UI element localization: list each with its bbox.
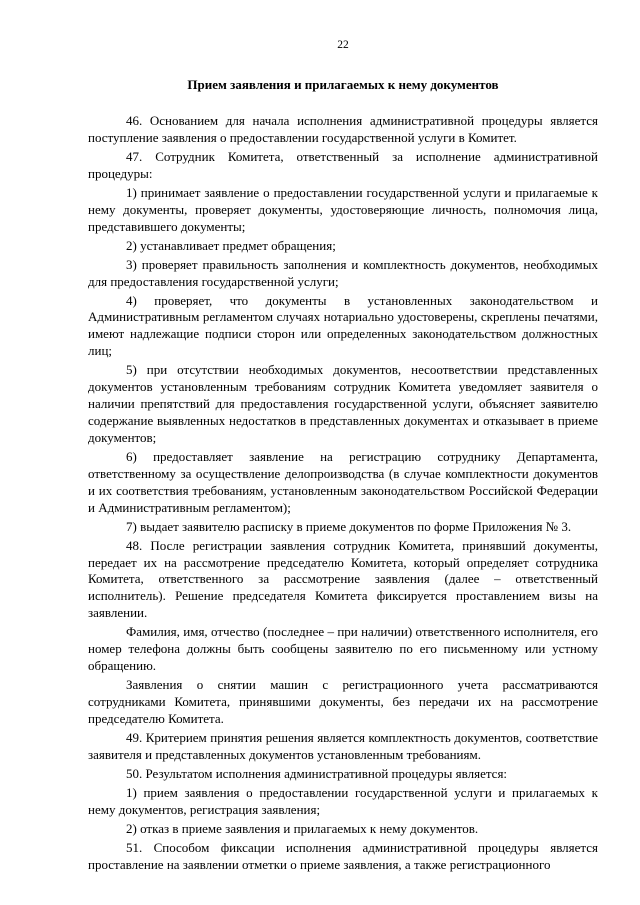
paragraph: 6) предоставляет заявление на регистрацию сотруднику Департамента, ответственному за осуществление делопроизводства (в случае комплектности документов и их соответствия требованиям, установленным законодательством Российской Федерации и Административным регламентом);: [88, 448, 598, 515]
paragraph: 1) прием заявления о предоставлении государственной услуги и прилагаемых к нему документов, регистрация заявления;: [88, 784, 598, 817]
paragraph: 1) принимает заявление о предоставлении государственной услуги и прилагаемые к нему документы, проверяет документы, удостоверяющие личность, полномочия лица, представившего документы;: [88, 184, 598, 234]
paragraph: Фамилия, имя, отчество (последнее – при наличии) ответственного исполнителя, его номер телефона должны быть сообщены заявителю по его письменному или устному обращению.: [88, 624, 598, 674]
paragraph: 7) выдает заявителю расписку в приеме документов по форме Приложения № 3.: [126, 518, 572, 534]
paragraph: Заявления о снятии машин с регистрационного учета рассматриваются сотрудниками Комитета, принявшими документы, без передачи их на рассмотрение председателю Комитета.: [88, 677, 598, 726]
paragraph: 48. После регистрации заявления сотрудник Комитета, принявший документы, передает их на рассмотрение председателю Комитета, который определяет сотрудника Комитета, ответственного за рассмотрение заявления (далее – ответственный исполнитель). Решение председателя Комитета фиксируется проставлением визы на заявлении.: [88, 537, 598, 621]
paragraph: 4) проверяет, что документы в установленных законодательством и Административным регламентом случаях нотариально удостоверены, скреплены печатями, имеют надлежащие подписи сторон или определенных законодательством должностных лиц;: [88, 292, 598, 359]
paragraph: 5) при отсутствии необходимых документов, несоответствии представленных документов установленным требованиям сотрудник Комитета уведомляет заявителя о наличии препятствий для предоставления государственной услуги, объясняет заявителю содержание выявленных недостатков в представленных документах и отказывает в приеме документов;: [88, 362, 598, 445]
document-body: [88, 113, 598, 873]
page-number: 22: [337, 39, 349, 51]
paragraph: 47. Сотрудник Комитета, ответственный за исполнение административной процедуры:: [88, 148, 598, 181]
paragraph: 50. Результатом исполнения административной процедуры является:: [126, 765, 508, 781]
paragraph: 46. Основанием для начала исполнения административной процедуры является поступление заявления о предоставлении государственной услуги в Комитет.: [88, 113, 598, 145]
paragraph: 49. Критерием принятия решения является комплектность документов, соответствие заявителя и представленных документов установленным требованиям.: [88, 729, 598, 762]
paragraph: 51. Способом фиксации исполнения административной процедуры является проставление на заявлении отметки о приеме заявления, а также регистрационного: [88, 839, 598, 872]
paragraph: 3) проверяет правильность заполнения и комплектность документов, необходимых для предоставления государственной услуги;: [88, 256, 598, 289]
paragraph: 2) устанавливает предмет обращения;: [126, 237, 336, 253]
paragraph: 2) отказ в приеме заявления и прилагаемых к нему документов.: [126, 820, 479, 836]
section-heading: Прием заявления и прилагаемых к нему документов: [187, 77, 499, 92]
